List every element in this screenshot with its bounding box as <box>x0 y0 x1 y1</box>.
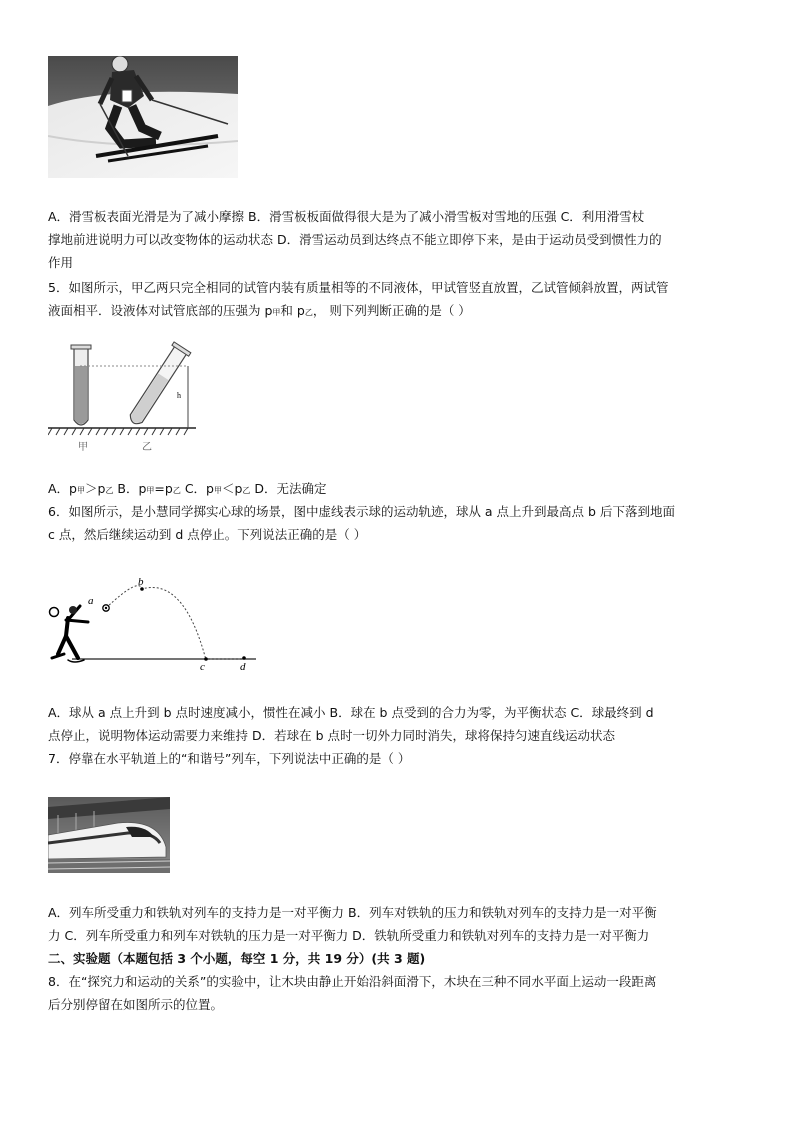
q5-opt-d: D．无法确定 <box>250 481 327 496</box>
q8-line1: 8．在“探究力和运动的关系”的实验中，让木块由静止开始沿斜面滑下，木块在三种不同水平面上运动一段距离 <box>48 974 657 989</box>
q5-opt-a-rel: ＞p <box>85 481 106 496</box>
q4-options-line3: 作用 <box>48 255 74 270</box>
q5-opt-b: B．p <box>113 481 147 496</box>
q7-opt-line2: 力 C．列车所受重力和列车对铁轨的压力是一对平衡力 D．铁轨所受重力和铁轨对列车的支持力是一对平衡力 <box>48 928 650 943</box>
q6-line2: c 点，然后继续运动到 d 点停止。下列说法正确的是（ ） <box>48 527 367 542</box>
section2-heading <box>48 947 748 970</box>
q5-opt-c-sub1: 甲 <box>213 486 222 495</box>
tube-yi <box>125 342 191 428</box>
q8-line2: 后分别停留在如图所示的位置。 <box>48 997 224 1012</box>
section2-title: 二、实验题（本题包括 3 个小题，每空 1 分，共 19 分）(共 3 题) <box>48 951 426 966</box>
q5-opt-a: A．p <box>48 481 77 496</box>
q4-options <box>48 205 748 274</box>
label-yi: 乙 <box>142 442 152 453</box>
q5-opt-b-sub1: 甲 <box>146 486 155 495</box>
q4-options-line2: 撑地前进说明力可以改变物体的运动状态 D．滑雪运动员到达终点不能立即停下来，是由于运动员受到惯性力的 <box>48 232 662 247</box>
q5-opt-a-sub2: 乙 <box>105 486 114 495</box>
q5-options <box>48 477 748 502</box>
q5-opt-a-sub1: 甲 <box>77 486 85 495</box>
q6-opt-line2: 点停止，说明物体运动需要力来维持 D．若球在 b 点时一切外力同时消失，球将保持匀速直线运动状态 <box>48 728 615 743</box>
label-d: d <box>240 661 246 672</box>
test-tubes-figure <box>48 340 198 458</box>
q6-stem <box>48 500 748 546</box>
head-icon <box>69 606 77 614</box>
label-c: c <box>200 661 205 672</box>
q7-options <box>48 901 748 947</box>
thrower-figure <box>50 606 89 662</box>
label-h: h <box>177 391 181 400</box>
q6-opt-line1: A．球从 a 点上升到 b 点时速度减小，惯性在减小 B．球在 b 点受到的合力为零，为平衡状态 C．球最终到 d <box>48 705 654 720</box>
label-jia: 甲 <box>78 442 88 453</box>
sub-yi: 乙 <box>304 308 313 317</box>
trajectory-path <box>106 586 206 660</box>
q4-options-line1: A．滑雪板表面光滑是为了减小摩擦 B．滑雪板板面做得很大是为了减小滑雪板对雪地的压强 C．利用滑雪杖 <box>48 209 645 224</box>
q6-line1: 6．如图所示，是小慧同学掷实心球的场景，图中虚线表示球的运动轨迹，球从 a 点上升到最高点 b 后下落到地面 <box>48 504 675 519</box>
q7-opt-line1: A．列车所受重力和铁轨对列车的支持力是一对平衡力 B．列车对铁轨的压力和铁轨对列车的支持力是一对平衡 <box>48 905 657 920</box>
q5-stem <box>48 276 748 324</box>
sub-jia: 甲 <box>272 308 281 317</box>
label-b: b <box>138 576 144 588</box>
q8-stem <box>48 970 748 1016</box>
q5-line2-b: 和 p <box>280 303 305 318</box>
q5-line1: 5．如图所示，甲乙两只完全相同的试管内装有质量相等的不同液体，甲试管竖直放置，乙试管倾斜放置，两试管 <box>48 280 669 295</box>
q7-stem <box>48 747 748 770</box>
q5-line2-c: ， 则下列判断正确的是（ ） <box>312 303 471 318</box>
point-d <box>242 656 246 660</box>
label-a: a <box>88 595 94 607</box>
q5-line2-a: 液面相平．设液体对试管底部的压强为 p <box>48 303 273 318</box>
q7-line1: 7．停靠在水平轨道上的“和谐号”列车，下列说法中正确的是（ ） <box>48 751 411 766</box>
q5-opt-b-sub2: 乙 <box>172 486 181 495</box>
ball-trajectory-figure <box>44 572 264 672</box>
q5-opt-c-rel: ＜p <box>221 481 243 496</box>
q5-opt-b-rel: =p <box>154 481 173 496</box>
q5-opt-c: C．p <box>180 481 214 496</box>
tube-jia <box>71 345 91 425</box>
skier-photo <box>48 56 238 178</box>
q5-opt-c-sub2: 乙 <box>242 486 251 495</box>
train-photo <box>48 797 170 873</box>
q6-options <box>48 701 748 747</box>
